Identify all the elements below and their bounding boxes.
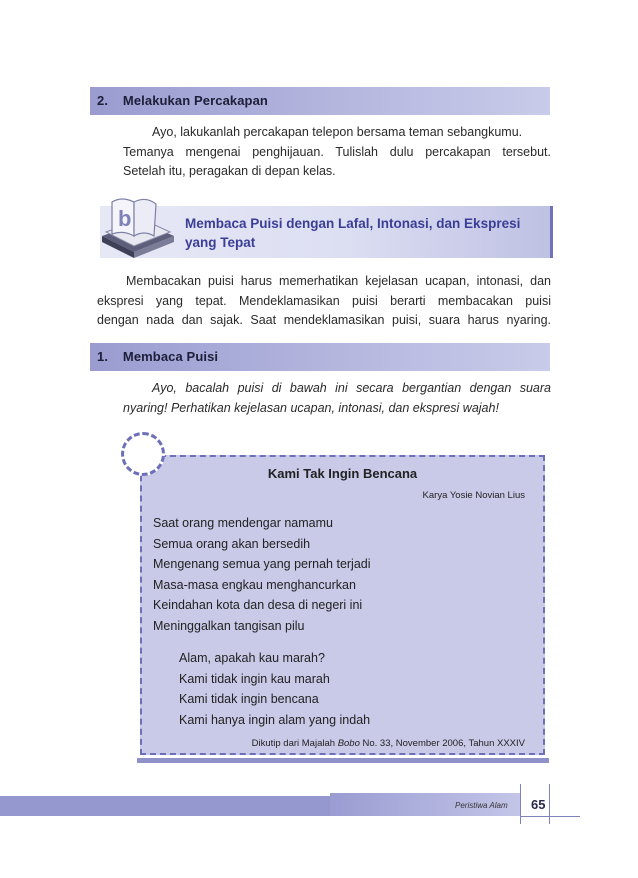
section-1-heading: 1. Membaca Puisi — [97, 349, 219, 364]
poem-source-magazine: Bobo — [337, 738, 360, 749]
section-2-instructions — [123, 123, 551, 182]
poem-title: Kami Tak Ingin Bencana — [267, 466, 418, 481]
intro-line-1: Membacakan puisi harus memerhatikan kejelasan ucapan, intonasi, dan — [126, 274, 551, 288]
footer-divider — [520, 784, 521, 824]
poem-author: Karya Yosie Novian Lius — [422, 490, 525, 501]
section-1-line-1: Ayo, bacalah puisi di bawah ini secara bergantian dengan suara — [152, 381, 551, 395]
poem-line: Masa-masa engkau menghancurkan — [153, 577, 356, 592]
section-1-header-bar — [90, 343, 550, 371]
section-2-line-3: Setelah itu, peragakan di depan kelas. — [123, 164, 336, 178]
section-2-heading: 2. Melakukan Percakapan — [97, 93, 268, 108]
poem-source-prefix: Dikutip dari Majalah — [251, 738, 338, 749]
footer-underline — [520, 816, 580, 817]
footer-chapter-name: Peristiwa Alam — [455, 801, 508, 810]
poem-line: Mengenang semua yang pernah terjadi — [153, 557, 371, 572]
intro-line-2: ekspresi yang tepat. Mendeklamasikan puisi berarti membacakan puisi — [97, 293, 551, 308]
poem-line: Semua orang akan bersedih — [153, 536, 311, 551]
poem-source-suffix: No. 33, November 2006, Tahun XXXIV — [359, 738, 525, 749]
poem-line: Meninggalkan tangisan pilu — [153, 618, 305, 633]
page-number: 65 — [531, 797, 546, 812]
section-1-line-2: nyaring! Perhatikan kejelasan ucapan, intonasi, dan ekspresi wajah! — [123, 400, 499, 415]
poem-box-shadow — [137, 758, 549, 763]
book-icon — [96, 192, 180, 262]
section-2-line-2: Temanya mengenai penghijauan. Tulislah dulu percakapan tersebut. — [123, 144, 551, 159]
poem-stanza-1 — [153, 513, 533, 637]
poem-line: Kami tidak ingin bencana — [179, 692, 319, 707]
poem-line: Keindahan kota dan desa di negeri ini — [153, 598, 363, 613]
topic-title — [185, 214, 545, 252]
intro-line-3: dengan nada dan sajak. Saat mendeklamasikan puisi, suara harus nyaring. — [97, 313, 551, 327]
intro-paragraph — [97, 272, 551, 331]
poem-line: Kami hanya ingin alam yang indah — [179, 712, 371, 727]
poem-stanza-2 — [179, 648, 529, 730]
section-1-instructions — [123, 379, 551, 418]
topic-title-line-1: Membaca Puisi dengan Lafal, Intonasi, dan Ekspresi — [185, 216, 521, 231]
topic-title-line-2: yang Tepat — [185, 235, 256, 250]
poem-line: Alam, apakah kau marah? — [179, 651, 325, 665]
poem-source — [140, 738, 525, 749]
section-2-header-bar — [90, 87, 550, 115]
footer-bar-left — [0, 796, 330, 816]
poem-line: Kami tidak ingin kau marah — [179, 671, 330, 686]
poem-line: Saat orang mendengar namamu — [153, 516, 333, 530]
section-2-line-1: Ayo, lakukanlah percakapan telepon bersama teman sebangkumu. — [152, 125, 523, 139]
footer-divider-right — [549, 784, 550, 824]
svg-text:b: b — [118, 206, 132, 231]
